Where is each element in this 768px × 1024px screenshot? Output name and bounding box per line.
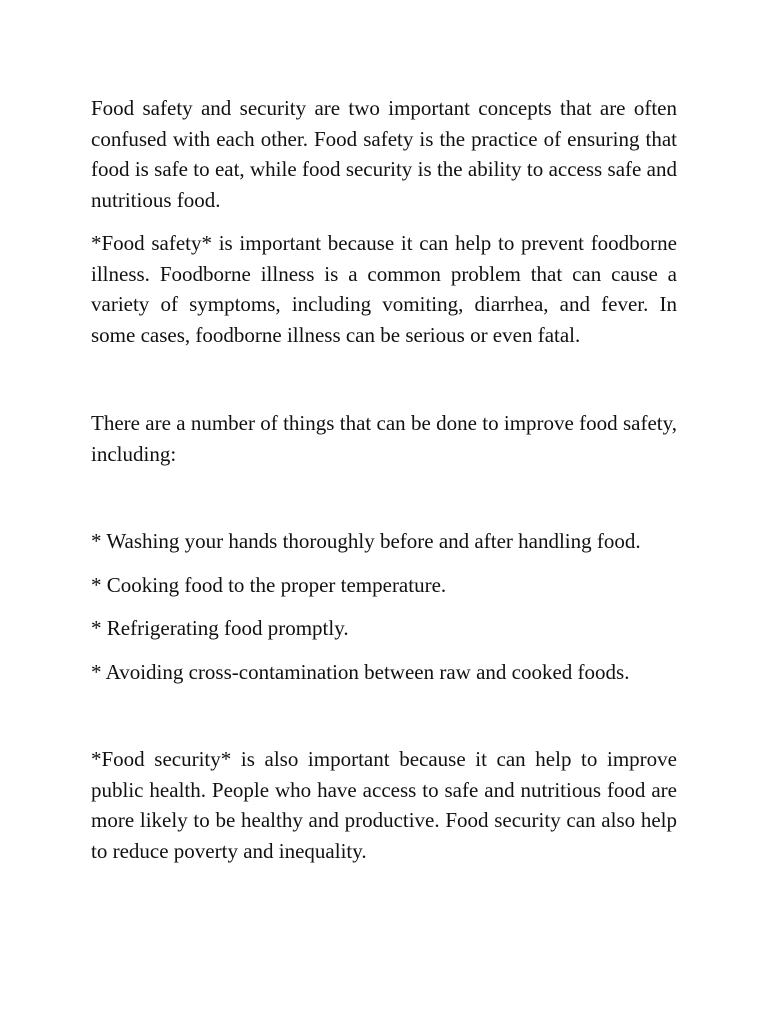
food-safety-paragraph: *Food safety* is important because it can help to prevent foodborne illness. Foodborne illness is a common problem that can cause a variety of symptoms, including vomiting, diarrhea, and fever. In some cases, foodborne illness can be serious or even fatal. (91, 231, 677, 347)
list-item-cross-contamination: * Avoiding cross-contamination between raw and cooked foods. (91, 659, 630, 684)
list-item-cooking: * Cooking food to the proper temperature. (91, 572, 447, 597)
food-security-paragraph: *Food security* is also important because it can help to improve public health. People who have access to safe and nutritious food are more likely to be healthy and productive. Food security can also help to reduce poverty and inequality. (91, 747, 677, 863)
list-item-refrigerating: * Refrigerating food promptly. (91, 616, 349, 640)
list-item-washing-hands: * Washing your hands thoroughly before and after handling food. (91, 529, 641, 553)
improve-intro-paragraph: There are a number of things that can be done to improve food safety, including: (91, 411, 677, 466)
intro-paragraph: Food safety and security are two important concepts that are often confused with each other. Food safety is the practice of ensuring that food is safe to eat, while food security is the ability to access safe and nutritious food. (91, 96, 677, 212)
document-page (91, 93, 677, 866)
